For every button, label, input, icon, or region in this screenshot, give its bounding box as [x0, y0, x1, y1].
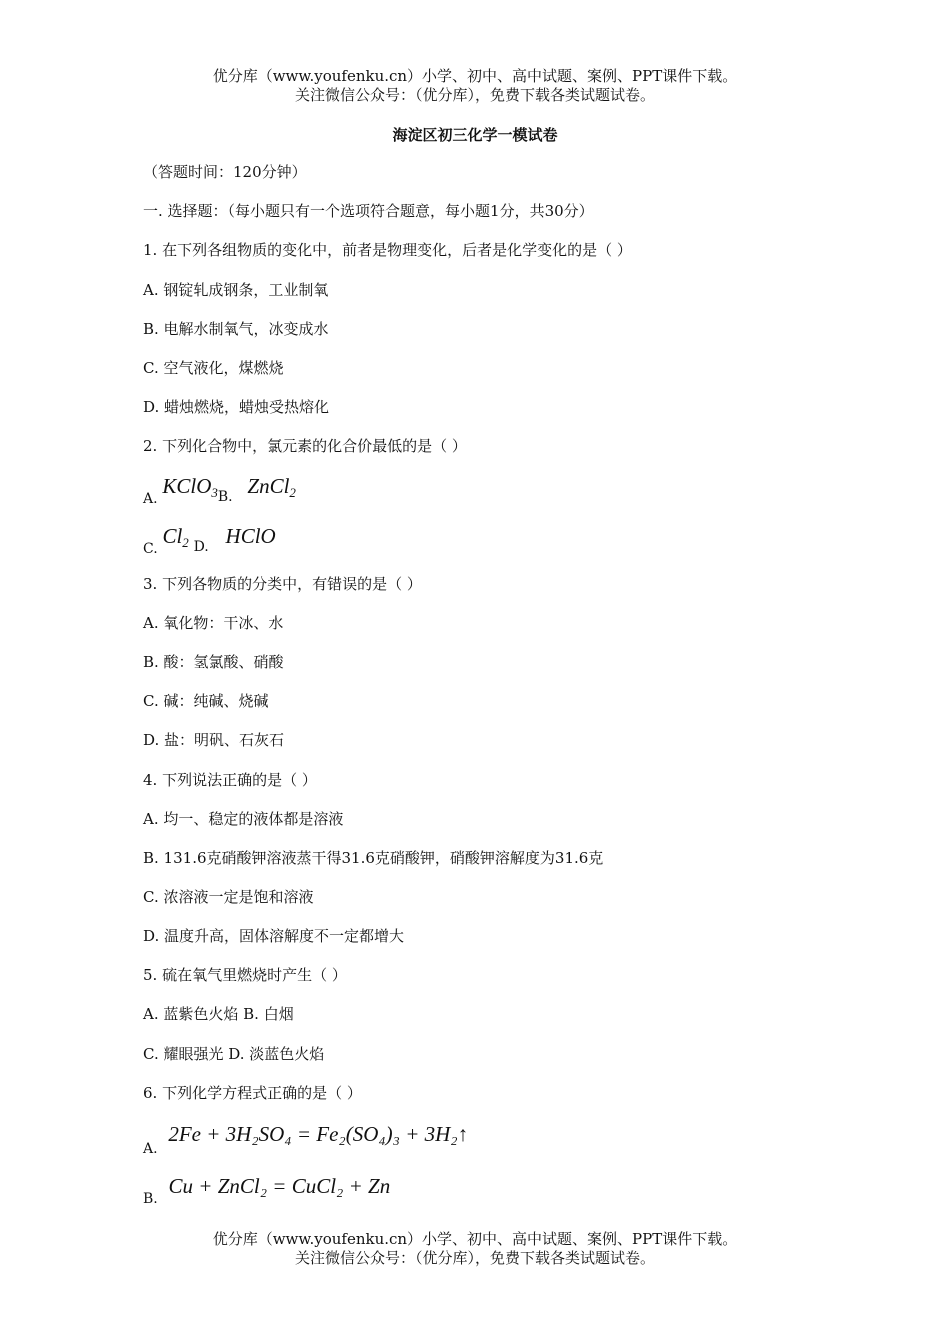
question-1-stem: 1. 在下列各组物质的变化中，前者是物理变化，后者是化学变化的是（ ） [143, 241, 632, 259]
footer-line-1: 优分库（www.youfenku.cn）小学、初中、高中试题、案例、PPT课件下载。 [212, 1230, 738, 1248]
option-d-label: D. [193, 539, 209, 555]
page-footer [0, 1230, 950, 1268]
option-b-label: B. [143, 1191, 158, 1207]
question-4-option-c: C. 浓溶液一定是饱和溶液 [143, 888, 314, 906]
formula-zncl2: ZnCl$_2$ [247, 474, 296, 500]
header-line-1: 优分库（www.youfenku.cn）小学、初中、高中试题、案例、PPT课件下载。 [212, 67, 738, 85]
footer-line-2: 关注微信公众号：（优分库），免费下载各类试题试卷。 [294, 1249, 655, 1267]
question-1-option-b: B. 电解水制氧气，冰变成水 [143, 320, 329, 338]
page-title: 海淀区初三化学一模试卷 [392, 126, 558, 144]
time-note: （答题时间：120分钟） [143, 163, 307, 181]
page-header [0, 67, 950, 105]
option-c-label: C. [143, 541, 158, 557]
equation-iron-sulfuric-acid: 2Fe + 3H₂SO₄ = Fe₂(SO₄)₃ + 3H₂↑ [168, 1122, 469, 1146]
formula-hclo: HClO [225, 524, 276, 548]
question-6-stem: 6. 下列化学方程式正确的是（ ） [143, 1084, 362, 1102]
formula-kclo3: KClO$_3$ [162, 474, 218, 500]
question-5-options-cd: C. 耀眼强光 D. 淡蓝色火焰 [143, 1045, 325, 1063]
question-4-option-a: A. 均一、稳定的液体都是溶液 [143, 810, 344, 828]
formula-cl2: $Cl_2$ [162, 524, 189, 550]
question-5-options-ab: A. 蓝紫色火焰 B. 白烟 [143, 1005, 294, 1023]
question-3-option-d: D. 盐：明矾、石灰石 [143, 731, 285, 749]
equation-copper-zinc-chloride: Cu + ZnCl₂ = CuCl₂ + Zn [168, 1174, 391, 1198]
question-1-option-c: C. 空气液化，煤燃烧 [143, 359, 284, 377]
question-3-stem: 3. 下列各物质的分类中，有错误的是（ ） [143, 575, 422, 593]
question-2-options-ab [143, 474, 296, 507]
question-4-option-b: B. 131.6克硝酸钾溶液蒸干得31.6克硝酸钾，硝酸钾溶解度为31.6克 [143, 849, 604, 867]
question-6-option-b [143, 1174, 391, 1207]
header-line-2: 关注微信公众号：（优分库），免费下载各类试题试卷。 [294, 86, 655, 104]
question-3-option-b: B. 酸：氢氯酸、硝酸 [143, 653, 284, 671]
question-6-option-a [143, 1122, 469, 1157]
section-heading: 一. 选择题：（每小题只有一个选项符合题意，每小题1分，共30分） [143, 202, 594, 220]
option-b-label: B. [217, 489, 233, 505]
question-2-options-cd [143, 524, 276, 557]
question-1-option-a: A. 钢锭轧成钢条，工业制氧 [143, 281, 329, 299]
option-a-label: A. [143, 1141, 158, 1157]
question-4-option-d: D. 温度升高，固体溶解度不一定都增大 [143, 927, 405, 945]
option-a-label: A. [143, 491, 158, 507]
question-1-option-d: D. 蜡烛燃烧，蜡烛受热熔化 [143, 398, 330, 416]
question-4-stem: 4. 下列说法正确的是（ ） [143, 771, 317, 789]
question-2-stem: 2. 下列化合物中，氯元素的化合价最低的是（ ） [143, 437, 467, 455]
question-5-stem: 5. 硫在氧气里燃烧时产生（ ） [143, 966, 347, 984]
question-3-option-c: C. 碱：纯碱、烧碱 [143, 692, 269, 710]
question-3-option-a: A. 氧化物：干冰、水 [143, 614, 284, 632]
